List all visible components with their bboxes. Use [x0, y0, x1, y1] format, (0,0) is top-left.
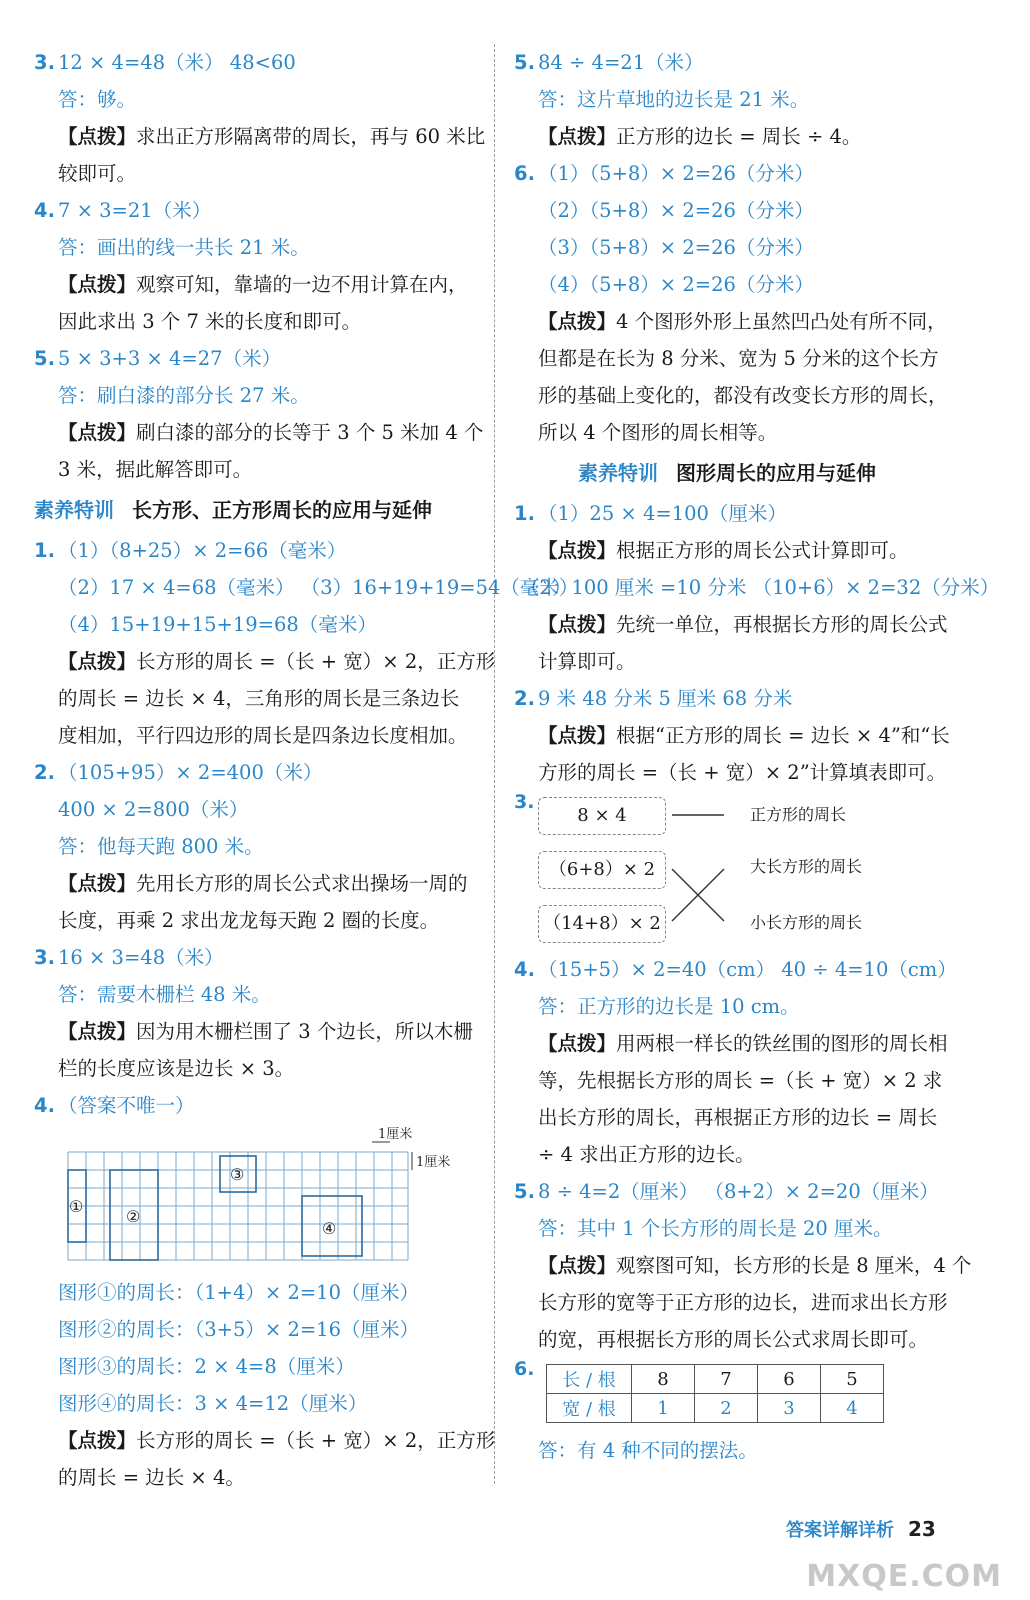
rs5-answer: 答：其中 1 个长方形的周长是 20 厘米。: [538, 1217, 893, 1240]
rs1-line-1: 1. （1）25 × 4=100（厘米）: [514, 502, 787, 525]
s1-line-1: 1. （1）（8+25）× 2=66（毫米）: [34, 539, 347, 562]
match-label-3: 小长方形的周长: [750, 913, 863, 932]
rs5-tip-cont-2: 的宽，再根据长方形的周长公式求周长即可。: [538, 1328, 929, 1351]
q4-answer: 答：画出的线一共长 21 米。: [58, 236, 310, 259]
rq5-tip: 【点拨】正方形的边长 = 周长 ÷ 4。: [538, 125, 862, 148]
s3-tip-cont: 栏的长度应该是边长 × 3。: [58, 1057, 295, 1080]
shape-4-label: ④: [322, 1219, 337, 1238]
q5-answer: 答：刷白漆的部分长 27 米。: [58, 384, 310, 407]
s4-perimeter-2: 图形②的周长：（3+5）× 2=16（厘米）: [58, 1318, 419, 1341]
s4-perimeter-4: 图形④的周长：3 × 4=12（厘米）: [58, 1392, 368, 1415]
shape-1-label: ①: [69, 1197, 84, 1216]
unit-v-label: 1厘米: [416, 1155, 451, 1170]
s1-tip-cont-1: 的周长 = 边长 × 4，三角形的周长是三条边长: [58, 687, 460, 710]
s2-line-2: 400 × 2=800（米）: [58, 798, 249, 821]
table-row: [547, 1365, 884, 1394]
s4-tip: 【点拨】长方形的周长 =（长 + 宽）× 2，正方形: [58, 1429, 496, 1452]
s1-tip: 【点拨】长方形的周长 =（长 + 宽）× 2，正方形: [58, 650, 496, 673]
rq6-tip-cont-1: 但都是在长为 8 分米、宽为 5 分米的这个长方: [538, 347, 939, 370]
table-row: [547, 1394, 884, 1423]
footer-label: 答案详解详析: [786, 1520, 894, 1541]
rs4-tip: 【点拨】用两根一样长的铁丝围的图形的周长相: [538, 1032, 948, 1055]
rs4-equation: 4. （15+5）× 2=40（cm） 40 ÷ 4=10（cm）: [514, 958, 957, 981]
rs4-tip-cont-3: ÷ 4 求出正方形的边长。: [538, 1143, 755, 1166]
page-footer: [786, 1516, 936, 1542]
table-cell: 8: [632, 1365, 695, 1394]
grid-figure: [34, 1124, 484, 1274]
match-box-2: （6+8）× 2: [538, 851, 666, 889]
q3-tip-cont: 较即可。: [58, 162, 137, 185]
rs1-tip-2: 【点拨】先统一单位，再根据长方形的周长公式: [538, 613, 948, 636]
q5-tip-cont: 3 米，据此解答即可。: [58, 458, 253, 481]
table-cell: 7: [695, 1365, 758, 1394]
match-label-2: 大长方形的周长: [750, 857, 863, 876]
s4-tip-cont: 的周长 = 边长 × 4。: [58, 1466, 245, 1489]
arrangement-table-wrap: [514, 1358, 974, 1432]
rq6-line-2: （2）（5+8）× 2=26（分米）: [538, 199, 814, 222]
rs5-equation: 5. 8 ÷ 4=2（厘米） （8+2）× 2=20（厘米）: [514, 1180, 939, 1203]
column-divider: [494, 44, 495, 1484]
q3-tip: 【点拨】求出正方形隔离带的周长，再与 60 米比: [58, 125, 486, 148]
matching-figure: [514, 791, 974, 951]
q4-equation: 4. 7 × 3=21（米）: [34, 199, 212, 222]
s1-line-3: （4）15+19+15+19=68（毫米）: [58, 613, 377, 636]
s2-answer: 答：他每天跑 800 米。: [58, 835, 264, 858]
rq6-tip: 【点拨】4 个图形外形上虽然凹凸处有所不同，: [538, 310, 947, 333]
grid-svg: [60, 1124, 470, 1274]
s2-line-1: 2. （105+95）× 2=400（米）: [34, 761, 323, 784]
rs1-tip-2-cont: 计算即可。: [538, 650, 636, 673]
q4-tip-cont: 因此求出 3 个 7 米的长度和即可。: [58, 310, 362, 333]
rs5-tip-cont-1: 长方形的宽等于正方形的边长，进而求出长方形: [538, 1291, 948, 1314]
table-head-width: 宽 / 根: [547, 1394, 632, 1423]
shape-2-label: ②: [126, 1207, 141, 1226]
s2-tip-cont: 长度，再乘 2 求出龙龙每天跑 2 圈的长度。: [58, 909, 440, 932]
s3-answer: 答：需要木栅栏 48 米。: [58, 983, 271, 1006]
rs1-line-2: （2）100 厘米 =10 分米 （10+6）× 2=32（分米）: [520, 576, 1000, 599]
rq6-line-3: （3）（5+8）× 2=26（分米）: [538, 236, 814, 259]
unit-h-label: 1厘米: [378, 1127, 413, 1142]
rs2-tip-cont: 方形的周长 =（长 + 宽）× 2”计算填表即可。: [538, 761, 947, 784]
s2-tip: 【点拨】先用长方形的周长公式求出操场一周的: [58, 872, 468, 895]
rq6-tip-cont-3: 所以 4 个图形的周长相等。: [538, 421, 778, 444]
q5-tip: 【点拨】刷白漆的部分的长等于 3 个 5 米加 4 个: [58, 421, 484, 444]
watermark-logo: MXQE.COM: [806, 1559, 1002, 1594]
rq6-line-4: （4）（5+8）× 2=26（分米）: [538, 273, 814, 296]
rs2-tip: 【点拨】根据“正方形的周长 = 边长 × 4”和“长: [538, 724, 950, 747]
match-box-1: 8 × 4: [538, 797, 666, 835]
rq6-line-1: 6. （1）（5+8）× 2=26（分米）: [514, 162, 814, 185]
table-head-length: 长 / 根: [547, 1365, 632, 1394]
table-cell: 1: [632, 1394, 695, 1423]
q5-equation: 5. 5 × 3+3 × 4=27（米）: [34, 347, 282, 370]
right-column: [514, 44, 1000, 1469]
q3-answer: 答：够。: [58, 88, 137, 111]
rs4-tip-cont-2: 出长方形的周长，再根据正方形的边长 = 周长: [538, 1106, 938, 1129]
section-heading-right: 素养特训 图形周长的应用与延伸: [578, 461, 876, 485]
rs2-equation: 2. 9 米 48 分米 5 厘米 68 分米: [514, 687, 793, 710]
s1-line-2: （2）17 × 4=68（毫米） （3）16+19+19=54（毫米）: [58, 576, 579, 599]
arrangement-table: [546, 1364, 884, 1423]
rs6-number: 6.: [514, 1358, 535, 1380]
rq5-equation: 5. 84 ÷ 4=21（米）: [514, 51, 704, 74]
left-column: [34, 44, 579, 1496]
q3-equation: 3. 12 × 4=48（米） 48<60: [34, 51, 296, 74]
table-cell: 2: [695, 1394, 758, 1423]
rs3-number: 3.: [514, 791, 535, 813]
rs6-answer: 答：有 4 种不同的摆法。: [538, 1439, 758, 1462]
table-cell: 6: [758, 1365, 821, 1394]
table-cell: 5: [821, 1365, 884, 1394]
rq5-answer: 答：这片草地的边长是 21 米。: [538, 88, 810, 111]
table-cell: 3: [758, 1394, 821, 1423]
rs1-tip: 【点拨】根据正方形的周长公式计算即可。: [538, 539, 909, 562]
page-number: 23: [908, 1517, 936, 1541]
rq6-tip-cont-2: 形的基础上变化的，都没有改变长方形的周长，: [538, 384, 948, 407]
q4-tip: 【点拨】观察可知，靠墙的一边不用计算在内，: [58, 273, 468, 296]
shape-3-label: ③: [230, 1165, 245, 1184]
s3-equation: 3. 16 × 3=48（米）: [34, 946, 224, 969]
section-heading: 素养特训 长方形、正方形周长的应用与延伸: [34, 498, 432, 522]
rs5-tip: 【点拨】观察图可知，长方形的长是 8 厘米，4 个: [538, 1254, 972, 1277]
match-label-1: 正方形的周长: [750, 805, 847, 824]
s4-heading: 4. （答案不唯一）: [34, 1094, 195, 1117]
s4-perimeter-1: 图形①的周长：（1+4）× 2=10（厘米）: [58, 1281, 419, 1304]
s1-tip-cont-2: 度相加，平行四边形的周长是四条边长度相加。: [58, 724, 468, 747]
rs4-tip-cont-1: 等，先根据长方形的周长 =（长 + 宽）× 2 求: [538, 1069, 943, 1092]
match-box-3: （14+8）× 2: [538, 905, 666, 943]
s3-tip: 【点拨】因为用木栅栏围了 3 个边长，所以木栅: [58, 1020, 473, 1043]
s4-perimeter-3: 图形③的周长：2 × 4=8（厘米）: [58, 1355, 355, 1378]
table-cell: 4: [821, 1394, 884, 1423]
rs4-answer: 答：正方形的边长是 10 cm。: [538, 995, 800, 1018]
